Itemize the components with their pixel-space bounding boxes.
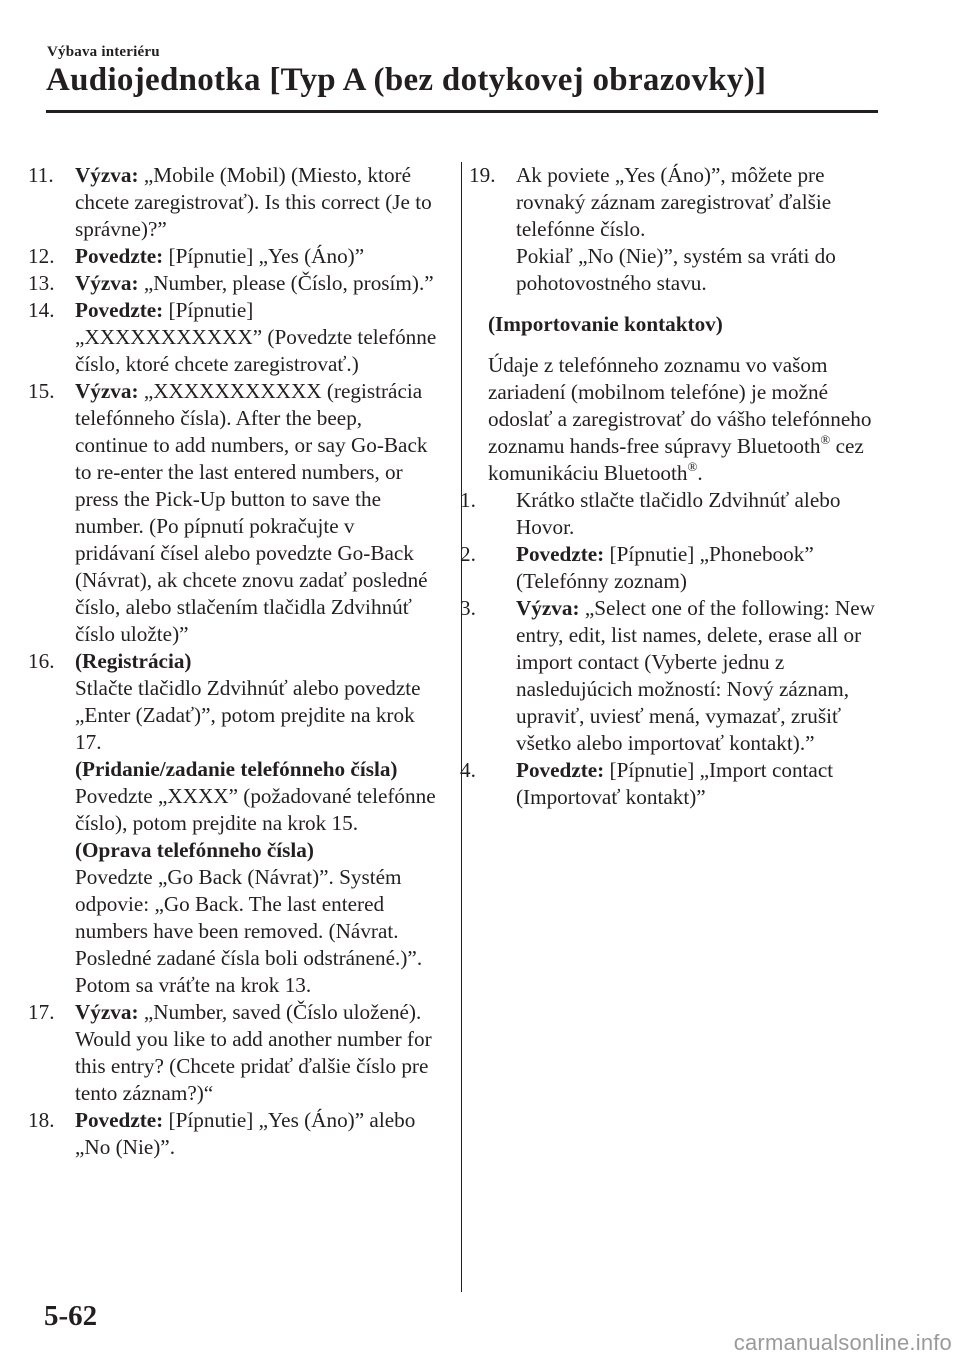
watermark: carmanualsonline.info [733,1330,952,1355]
step-text-note: Pokiaľ „No (Nie)”, systém sa vráti do pohotovostného stavu. [516,244,836,295]
left-column [28,162,437,1161]
step-text: [Pípnutie] „Yes (Áno)” alebo „No (Nie)”. [75,1108,416,1159]
step-number: 4. [460,758,476,782]
sub-heading-correct-number: (Oprava telefónneho čísla) [75,838,314,862]
step-label: Výzva: [75,271,139,295]
step-16 [28,648,437,999]
import-contacts-paragraph: Údaje z telefónneho zoznamu vo vašom zariadení (mobilnom telefóne) je možné odoslať a zaregistrovať do vášho telefónneho zoznamu hands-free súpravy Bluetooth® cez komunikáciu Bluetooth®. [488,353,872,485]
step-number: 13. [28,271,55,295]
import-step-2 [460,541,880,595]
step-number: 16. [28,649,55,673]
step-number: 11. [28,163,54,187]
step-label: Povedzte: [75,244,164,268]
step-text: „Select one of the following: New entry, edit, list names, delete, erase all or import contact (Vyberte jednu z nasledujúcich možností: Nový záznam, upraviť, uviesť mená, vymazať, zrušiť všetko alebo importovať kontakt).” [516,596,875,755]
sub-text-add-number: Povedzte „XXXX” (požadované telefónne číslo), potom prejdite na krok 15. [75,784,436,835]
step-label: Povedzte: [516,758,605,782]
step-text: „Number, saved (Číslo uložené). Would you like to add another number for this entry? (Chcete pridať ďalšie číslo pre tento záznam?)“ [75,1000,432,1105]
step-label: Povedzte: [75,1108,164,1132]
import-step-4 [460,757,880,811]
step-label: Povedzte: [75,298,164,322]
step-label: Výzva: [75,379,139,403]
section-label: Výbava interiéru [47,44,160,60]
step-text: [Pípnutie] „Import contact (Importovať kontakt)” [516,758,834,809]
step-text: [Pípnutie] „Yes (Áno)” [163,244,365,268]
step-label: Výzva: [516,596,580,620]
sub-heading-registration: (Registrácia) [75,649,192,673]
step-label: Povedzte: [516,542,605,566]
step-text: „XXXXXXXXXXX (registrácia telefónneho čísla). After the beep, continue to add numbers, or say Go-Back to re-enter the last entered numbers, or press the Pick-Up button to save the number. (Po pípnutí pokračujte v pridávaní čísel alebo povedzte Go-Back (Návrat), ak chcete znovu zadať posledné číslo, alebo stlačením tlačidla Zdvihnúť číslo uložte)” [75,379,428,646]
registered-mark: ® [687,459,698,474]
registered-mark: ® [820,432,831,447]
step-number: 15. [28,379,55,403]
step-19 [469,162,880,297]
sub-text-correct-number: Povedzte „Go Back (Návrat)”. Systém odpovie: „Go Back. The last entered numbers have been removed. (Návrat. Posledné zadané čísla boli odstránené.)”. Potom sa vráťte na krok 13. [75,865,423,997]
step-text: „Number, please (Číslo, prosím).” [138,271,434,295]
step-number: 12. [28,244,55,268]
step-text: Ak poviete „Yes (Áno)”, môžete pre rovnaký záznam zaregistrovať ďalšie telefónne číslo. [516,163,832,241]
step-number: 14. [28,298,55,322]
import-contacts-heading: (Importovanie kontaktov) [488,312,723,336]
step-number: 17. [28,1000,55,1024]
sub-heading-add-number: (Pridanie/zadanie telefónneho čísla) [75,757,398,781]
step-13 [28,270,437,297]
step-11 [28,162,437,243]
right-column [460,162,880,811]
step-12 [28,243,437,270]
step-number: 3. [460,596,476,620]
page-title: Audiojednotka [Typ A (bez dotykovej obrazovky)] [46,62,767,98]
step-text: [Pípnutie] „XXXXXXXXXXX” (Povedzte telefónne číslo, ktoré chcete zaregistrovať.) [75,298,437,376]
column-divider [461,162,462,1292]
title-divider [46,110,878,113]
step-text: „Mobile (Mobil) (Miesto, ktoré chcete zaregistrovať). Is this correct (Je to správne)?” [75,163,432,241]
step-17 [28,999,437,1107]
step-text: [Pípnutie] „Phonebook” (Telefónny zoznam) [516,542,814,593]
step-number: 19. [469,163,496,187]
step-15 [28,378,437,648]
step-text: Krátko stlačte tlačidlo Zdvihnúť alebo Hovor. [516,488,841,539]
step-number: 1. [460,488,476,512]
step-label: Výzva: [75,163,139,187]
import-step-3 [460,595,880,757]
page-number: 5-62 [44,1300,98,1332]
import-step-1 [460,487,880,541]
step-14 [28,297,437,378]
step-label: Výzva: [75,1000,139,1024]
step-number: 2. [460,542,476,566]
step-18 [28,1107,437,1161]
sub-text-registration: Stlačte tlačidlo Zdvihnúť alebo povedzte „Enter (Zadať)”, potom prejdite na krok 17. [75,676,421,754]
step-number: 18. [28,1108,55,1132]
